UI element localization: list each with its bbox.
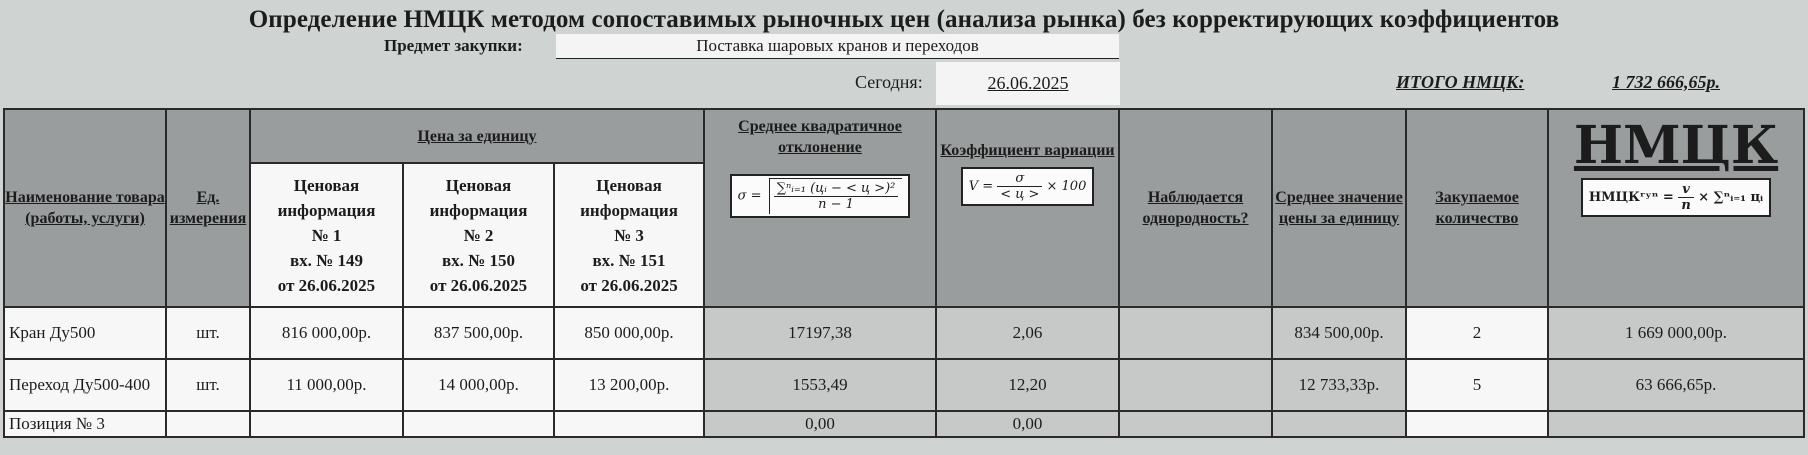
table-row: [4, 411, 1804, 437]
item-nmck: 1 669 000,00р.: [1548, 307, 1804, 359]
item-std-dev: 0,00: [704, 411, 936, 437]
header-avg-price: Среднее значение цены за единицу: [1272, 109, 1406, 307]
nmck-formula: НМЦКʳʸⁿ = $\frac{v}{n}$ × ∑ⁿᵢ₌₁ цᵢ: [1581, 178, 1771, 217]
item-avg-price: 12 733,33р.: [1272, 359, 1406, 411]
item-unit[interactable]: шт.: [166, 307, 250, 359]
table-row: [4, 307, 1804, 359]
item-price-3[interactable]: 850 000,00р.: [554, 307, 704, 359]
std-dev-formula: σ = $\frac{\text{∑ⁿᵢ₌₁ (цᵢ − < ц >)²}}{n - 1}$: [730, 174, 911, 218]
item-price-1[interactable]: [250, 411, 403, 437]
item-price-3[interactable]: 13 200,00р.: [554, 359, 704, 411]
header-variation: Коэффициент вариации V = $\frac{\sigma}{< ц >}$ × 100: [936, 109, 1119, 307]
item-std-dev: 1553,49: [704, 359, 936, 411]
header-price-1: Ценовая информация № 1 вх. № 149 от 26.06.2025: [250, 163, 403, 307]
item-unit[interactable]: шт.: [166, 359, 250, 411]
item-price-1[interactable]: 11 000,00р.: [250, 359, 403, 411]
item-name[interactable]: Позиция № 3: [4, 411, 166, 437]
item-price-2[interactable]: 14 000,00р.: [403, 359, 554, 411]
item-quantity[interactable]: 5: [1406, 359, 1548, 411]
item-avg-price: 834 500,00р.: [1272, 307, 1406, 359]
today-label: Сегодня:: [855, 72, 923, 92]
item-quantity[interactable]: 2: [1406, 307, 1548, 359]
nmck-table: [3, 108, 1805, 438]
variation-formula: V = $\frac{\sigma}{< ц >}$ × 100: [961, 167, 1095, 206]
item-homogeneity: [1119, 411, 1272, 437]
item-price-3[interactable]: [554, 411, 704, 437]
item-std-dev: 17197,38: [704, 307, 936, 359]
total-nmck-value: 1 732 666,65р.: [1612, 72, 1720, 92]
header-unit: Ед. измерения: [166, 109, 250, 307]
item-homogeneity: [1119, 359, 1272, 411]
subject-label: Предмет закупки:: [384, 36, 523, 55]
total-nmck-label: ИТОГО НМЦК:: [1396, 72, 1525, 92]
document-title: Определение НМЦК методом сопоставимых рыночных цен (анализа рынка) без корректирующих коэффициентов: [248, 6, 1560, 33]
item-name[interactable]: Кран Ду500: [4, 307, 166, 359]
item-quantity[interactable]: [1406, 411, 1548, 437]
item-variation: 2,06: [936, 307, 1119, 359]
header-std-dev: Среднее квадратичное отклонение σ = $\frac{\text{∑ⁿᵢ₌₁ (цᵢ − < ц >)²}}{n - 1}$: [704, 109, 936, 307]
header-unit-price-group: Цена за единицу: [250, 109, 704, 163]
today-date-field[interactable]: 26.06.2025: [936, 62, 1120, 105]
header-price-3: Ценовая информация № 3 вх. № 151 от 26.06.2025: [554, 163, 704, 307]
item-name[interactable]: Переход Ду500-400: [4, 359, 166, 411]
item-variation: 0,00: [936, 411, 1119, 437]
item-unit[interactable]: [166, 411, 250, 437]
item-avg-price: [1272, 411, 1406, 437]
header-nmck: НМЦК НМЦКʳʸⁿ = $\frac{v}{n}$ × ∑ⁿᵢ₌₁ цᵢ: [1548, 109, 1804, 307]
table-row: [4, 359, 1804, 411]
item-price-2[interactable]: [403, 411, 554, 437]
header-homogeneity: Наблюдается однородность?: [1119, 109, 1272, 307]
item-homogeneity: [1119, 307, 1272, 359]
item-variation: 12,20: [936, 359, 1119, 411]
header-quantity: Закупаемое количество: [1406, 109, 1548, 307]
header-price-2: Ценовая информация № 2 вх. № 150 от 26.06.2025: [403, 163, 554, 307]
header-name: Наименование товара (работы, услуги): [4, 109, 166, 307]
item-nmck: 63 666,65р.: [1548, 359, 1804, 411]
item-nmck: [1548, 411, 1804, 437]
item-price-1[interactable]: 816 000,00р.: [250, 307, 403, 359]
subject-field[interactable]: Поставка шаровых кранов и переходов: [556, 34, 1119, 59]
item-price-2[interactable]: 837 500,00р.: [403, 307, 554, 359]
